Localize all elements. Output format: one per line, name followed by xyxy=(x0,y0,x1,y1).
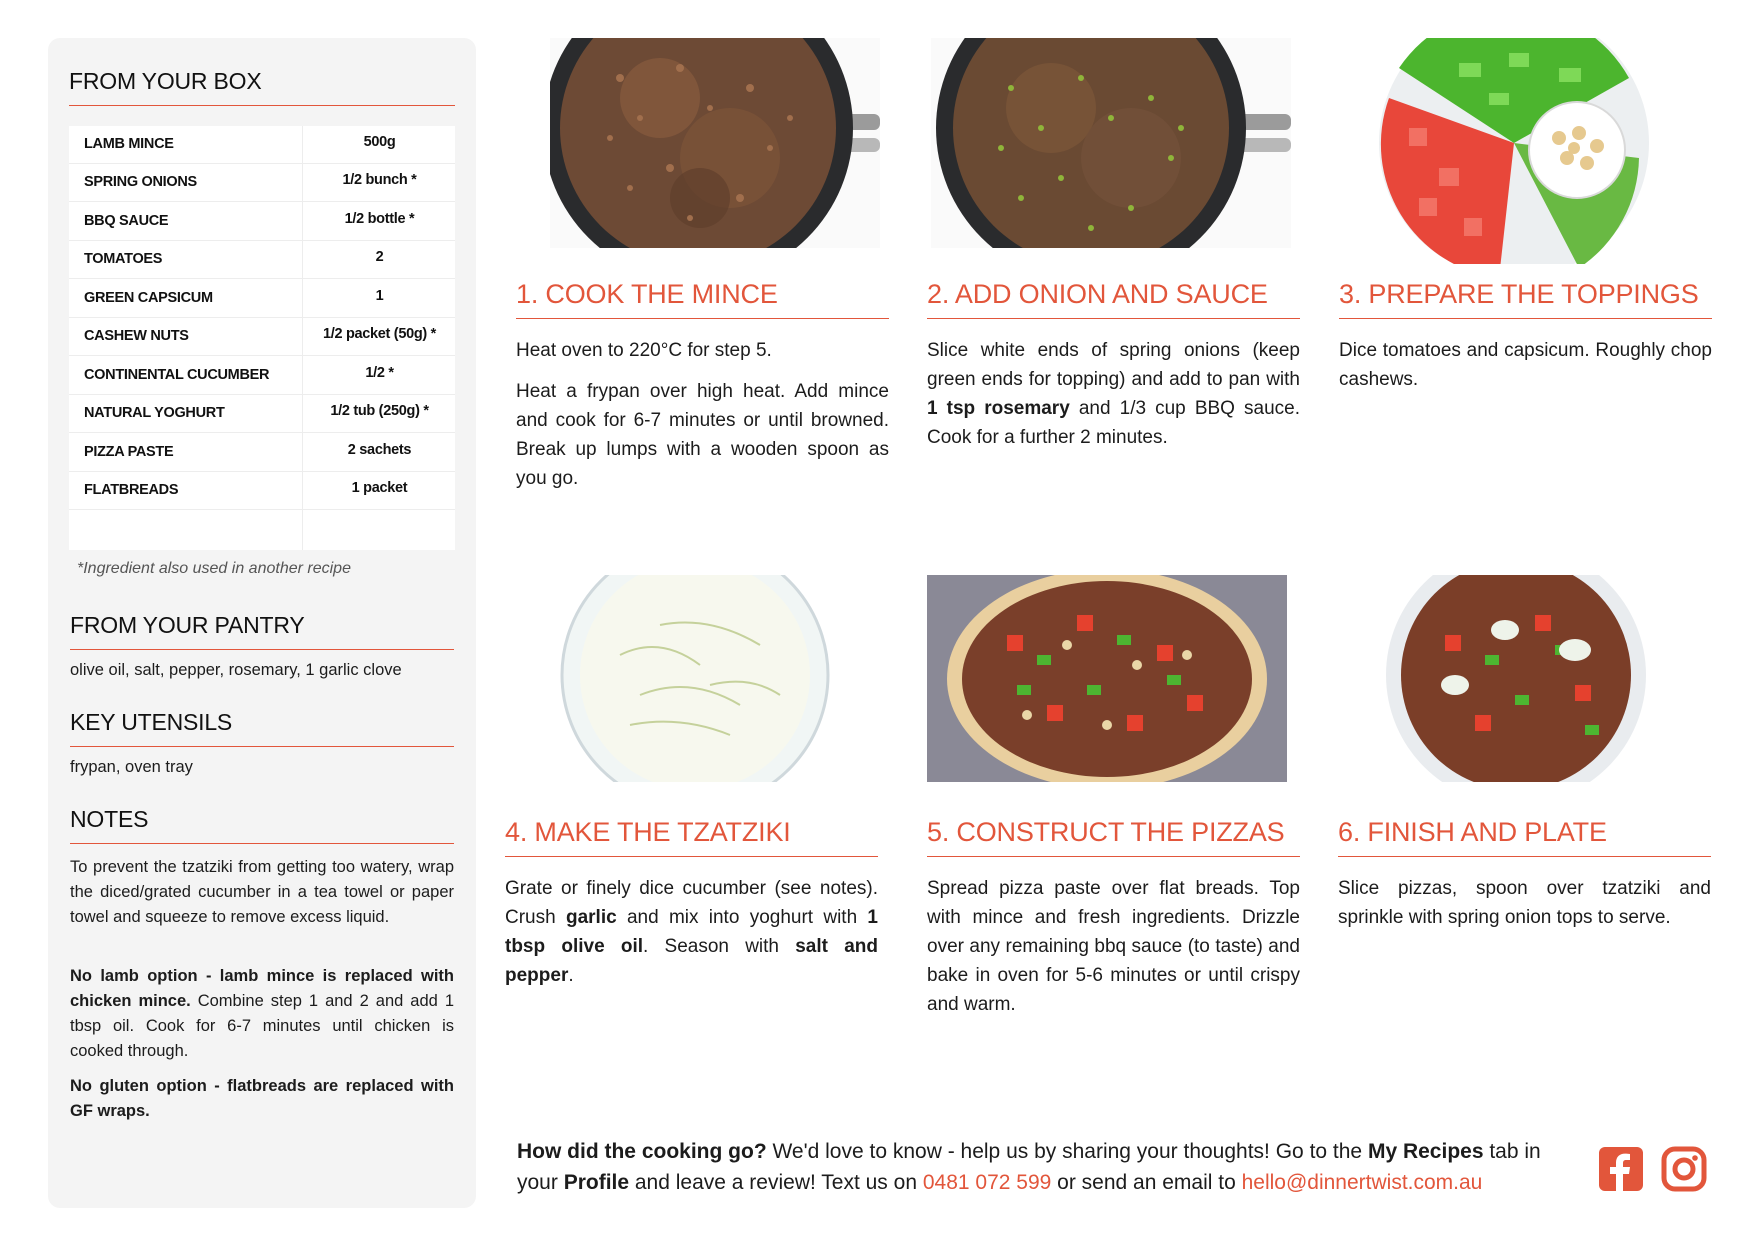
ingredient-name: GREEN CAPSICUM xyxy=(84,290,213,306)
ingredient-name: SPRING ONIONS xyxy=(84,174,197,190)
step-6-photo xyxy=(1385,575,1647,782)
no-gluten-heading: No gluten option - flatbreads are replaced with GF wraps. xyxy=(70,1077,454,1120)
profile-label: Profile xyxy=(563,1171,630,1194)
ingredient-qty: 500g xyxy=(363,134,396,150)
step-1-photo xyxy=(550,38,880,248)
table-row xyxy=(69,472,455,510)
step-3-text: Dice tomatoes and capsicum. Roughly chop cashews. xyxy=(1339,340,1712,390)
facebook-icon[interactable] xyxy=(1598,1146,1644,1192)
step-4-salt-pepper: salt and pepper xyxy=(505,936,878,986)
step-4-text-b: and mix into yoghurt with xyxy=(616,907,868,928)
key-utensils-title: KEY UTENSILS xyxy=(70,709,454,747)
ingredient-qty: 1/2 packet (50g) * xyxy=(322,326,437,342)
step-4-text-d: . xyxy=(568,965,574,986)
instagram-icon[interactable] xyxy=(1661,1146,1707,1192)
feedback-text-d: or send an email to xyxy=(1051,1171,1242,1194)
ingredient-qty: 1/2 bottle * xyxy=(344,211,415,227)
ingredient-qty: 1 packet xyxy=(351,480,408,496)
ingredient-qty: 2 sachets xyxy=(347,442,412,458)
table-row xyxy=(69,203,455,241)
ingredient-name: PIZZA PASTE xyxy=(84,444,174,460)
notes-no-lamb-option xyxy=(70,964,454,1064)
ingredient-name: LAMB MINCE xyxy=(84,136,174,152)
phone-link[interactable]: 0481 072 599 xyxy=(922,1171,1052,1194)
feedback-question: How did the cooking go? xyxy=(517,1140,767,1163)
ingredient-qty: 1/2 bunch * xyxy=(342,172,417,188)
notes-tzatziki-tip: To prevent the tzatziki from getting too watery, wrap the diced/grated cucumber in a tea towel or paper towel and squeeze to remove excess liquid. xyxy=(70,858,454,926)
ingredient-name: CONTINENTAL CUCUMBER xyxy=(84,367,270,383)
step-6-text: Slice pizzas, spoon over tzatziki and sprinkle with spring onion tops to serve. xyxy=(1338,878,1711,928)
step-4-text xyxy=(505,874,878,990)
ingredient-name: NATURAL YOGHURT xyxy=(84,405,225,421)
table-row xyxy=(69,318,455,356)
step-4-text-a: Grate or finely dice cucumber (see notes). Crush xyxy=(505,878,878,928)
step-3-title: 3. PREPARE THE TOPPINGS xyxy=(1339,279,1712,319)
step-4-garlic: garlic xyxy=(565,907,617,928)
step-1-title: 1. COOK THE MINCE xyxy=(516,279,889,319)
step-5-text: Spread pizza paste over flat breads. Top with mince and fresh ingredients. Drizzle over any remaining bbq sauce (to taste) and bake in oven for 5-6 minutes or until crispy and warm. xyxy=(927,878,1300,1015)
notes-title: NOTES xyxy=(70,806,454,844)
ingredient-qty: 1 xyxy=(375,288,384,304)
no-lamb-text: Combine step 1 and 2 and add 1 tbsp oil. Cook for 6-7 minutes until chicken is cooked through. xyxy=(70,992,454,1060)
step-5-title: 5. CONSTRUCT THE PIZZAS xyxy=(927,817,1300,857)
step-2-text xyxy=(927,336,1300,452)
step-1-text-1: Heat oven to 220°C for step 5. xyxy=(516,340,772,361)
table-row xyxy=(69,164,455,202)
feedback-message xyxy=(517,1136,1577,1198)
notes-no-gluten-option xyxy=(70,1074,454,1124)
ingredient-qty: 1/2 * xyxy=(365,365,394,381)
from-your-pantry-title: FROM YOUR PANTRY xyxy=(70,612,454,650)
step-2-rosemary: 1 tsp rosemary xyxy=(927,398,1070,419)
table-row xyxy=(69,126,455,164)
ingredient-name: FLATBREADS xyxy=(84,482,179,498)
step-4-olive-oil: 1 tbsp olive oil xyxy=(505,907,878,957)
my-recipes-label: My Recipes xyxy=(1367,1140,1484,1163)
ingredients-sidebar xyxy=(48,38,476,1208)
feedback-text-c: and leave a review! Text us on xyxy=(629,1171,923,1194)
from-your-box-title: FROM YOUR BOX xyxy=(69,68,455,106)
ingredient-name: CASHEW NUTS xyxy=(84,328,189,344)
table-row xyxy=(69,434,455,472)
feedback-text-b: tab in your xyxy=(517,1140,1541,1194)
utensils-list: frypan, oven tray xyxy=(70,758,193,776)
step-6-title: 6. FINISH AND PLATE xyxy=(1338,817,1711,857)
ingredients-table xyxy=(69,126,455,550)
step-4-title: 4. MAKE THE TZATZIKI xyxy=(505,817,878,857)
ingredient-qty: 1/2 tub (250g) * xyxy=(330,403,429,419)
ingredient-footnote: *Ingredient also used in another recipe xyxy=(77,560,351,577)
step-3-photo xyxy=(1379,38,1649,264)
table-row xyxy=(69,280,455,318)
step-2-text-b: and 1/3 cup BBQ sauce. Cook for a further 2 minutes. xyxy=(927,398,1300,448)
table-row xyxy=(69,241,455,279)
step-4-text-c: . Season with xyxy=(643,936,796,957)
step-2-text-a: Slice white ends of spring onions (keep green ends for topping) and add to pan with xyxy=(927,340,1300,390)
step-5-photo xyxy=(927,575,1287,782)
step-2-photo xyxy=(931,38,1291,248)
table-row xyxy=(69,395,455,433)
step-2-title: 2. ADD ONION AND SAUCE xyxy=(927,279,1300,319)
pantry-list: olive oil, salt, pepper, rosemary, 1 garlic clove xyxy=(70,661,402,679)
step-4-photo xyxy=(560,575,830,782)
table-row xyxy=(69,357,455,395)
step-1-text-2: Heat a frypan over high heat. Add mince and cook for 6-7 minutes or until browned. Break up lumps with a wooden spoon as you go. xyxy=(516,381,889,489)
feedback-text-a: We'd love to know - help us by sharing your thoughts! Go to the xyxy=(766,1140,1368,1163)
ingredient-name: BBQ SAUCE xyxy=(84,213,169,229)
ingredient-qty: 2 xyxy=(375,249,384,265)
email-link[interactable]: hello@dinnertwist.com.au xyxy=(1241,1171,1483,1194)
ingredient-name: TOMATOES xyxy=(84,251,163,267)
no-lamb-heading: No lamb option - lamb mince is replaced with chicken mince. xyxy=(70,967,454,1010)
